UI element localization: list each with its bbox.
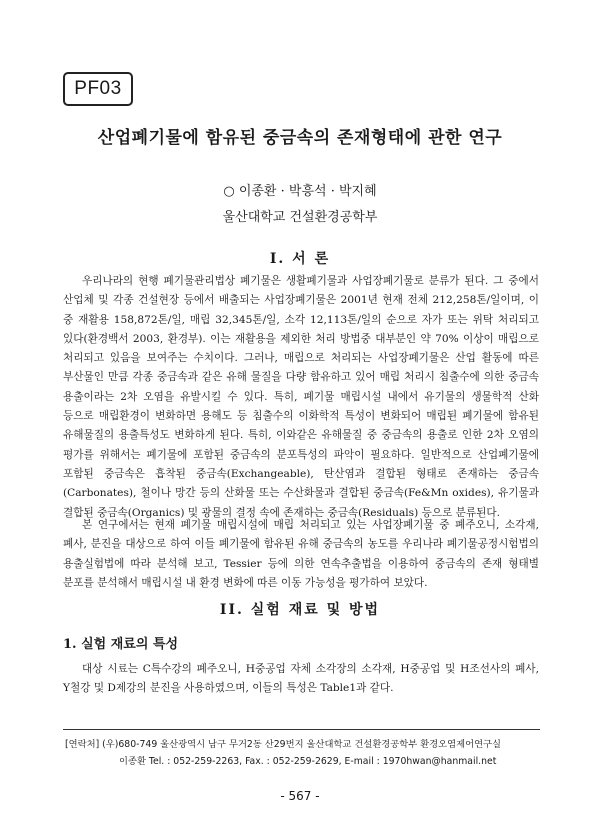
- page-number: - 567 -: [280, 789, 320, 803]
- contact-address: [연락처] (우)680-749 울산광역시 남구 무거2동 산29번지 울산대학교 건설환경공학부 환경오염제어연구실: [65, 739, 502, 750]
- intro-paragraph-1: 우리나라의 현행 폐기물관리법상 폐기물은 생활폐기물과 사업장폐기물로 분류가 된다. 그 중에서 산업체 및 각종 건설현장 등에서 배출되는 사업장폐기물은 2001년 현재 전체 212,258톤/일이며, 이 중 재활용 158,872톤/일, 매립 32,345톤/일, 소각 12,113톤/일의 순으로 자가 또는 위탁 처리되고 있다(환경백서 2003, 환경부). 이는 재활용을 제외한 처리 방법중 대부분인 약 70% 이상이 매립으로 처리되고 있음을 보여주는 수치이다. 그러나, 매립으로 처리되는 사업장폐기물은 산업 활동에 따른 부산물인 만큼 각종 중금속과 같은 유해 물질을 다량 함유하고 있어 매립 처리시 침출수에 의한 중금속 용출이라는 2차 오염을 유발시킬 수 있다. 특히, 폐기물 매립시설 내에서 유기물의 생물학적 산화 등으로 매립환경이 변화하면 용해도 등 침출수의 이화학적 특성이 변화되어 매립된 폐기물에 함유된 유해물질의 용출특성도 변화하게 된다. 특히, 이와같은 유해물질 중 중금속의 용출로 인한 2차 오염의 평가를 위해서는 폐기물에 포함된 중금속의 분포특성의 파악이 필요하다. 일반적으로 산업폐기물에 포함된 중금속은 흡착된 중금속(Exchangeable), 탄산염과 결합된 형태로 존재하는 중금속(Carbonates), 철이나 망간 등의 산화물 또는 수산화물과 결합된 중금속(Fe&Mn oxides), 유기물과 결합된 중금속(Organics) 및 광물의 결정 속에 존재하는 중금속(Residuals) 등으로 분류된다.: [63, 275, 539, 519]
- methods-heading: II. 실험 재료 및 방법: [219, 602, 381, 618]
- footer-divider: [63, 729, 540, 730]
- author-list: ○ 이종환 · 박흥석 · 박지혜: [223, 184, 377, 199]
- paper-code-box: PF03: [63, 72, 133, 106]
- intro-paragraph-2: 본 연구에서는 현재 폐기물 매립시설에 매립 처리되고 있는 사업장폐기물 중 폐주오니, 소각재, 폐사, 분진을 대상으로 하여 이들 폐기물에 함유된 유해 중금속의 농도를 우리나라 폐기물공정시험법의 용출실험법에 따라 분석해 보고, Tessier 등에 의한 연속추출법을 이용하여 중금속의 존재 형태별 분포를 분석해서 매립시설 내 환경 변화에 따른 이동 가능성을 평가하여 보았다.: [63, 519, 539, 589]
- contact-info: [65, 736, 545, 770]
- methods-paragraph-1: 대상 시료는 C특수강의 폐주오니, H중공업 자체 소각장의 소각재, H중공업 및 H조선사의 폐사, Y철강 및 D제강의 분진을 사용하였으며, 이들의 특성은 Table1과 같다.: [63, 663, 539, 695]
- intro-heading: I. 서 론: [269, 251, 331, 267]
- affiliation: 울산대학교 건설환경공학부: [222, 210, 378, 225]
- methods-subheading: 1. 실험 재료의 특성: [63, 637, 179, 652]
- paper-title: 산업폐기물에 함유된 중금속의 존재형태에 관한 연구: [97, 128, 503, 148]
- contact-details: 이종환 Tel. : 052-259-2263, Fax. : 052-259-2629, E-mail : 1970hwan@hanmail.net: [119, 756, 497, 767]
